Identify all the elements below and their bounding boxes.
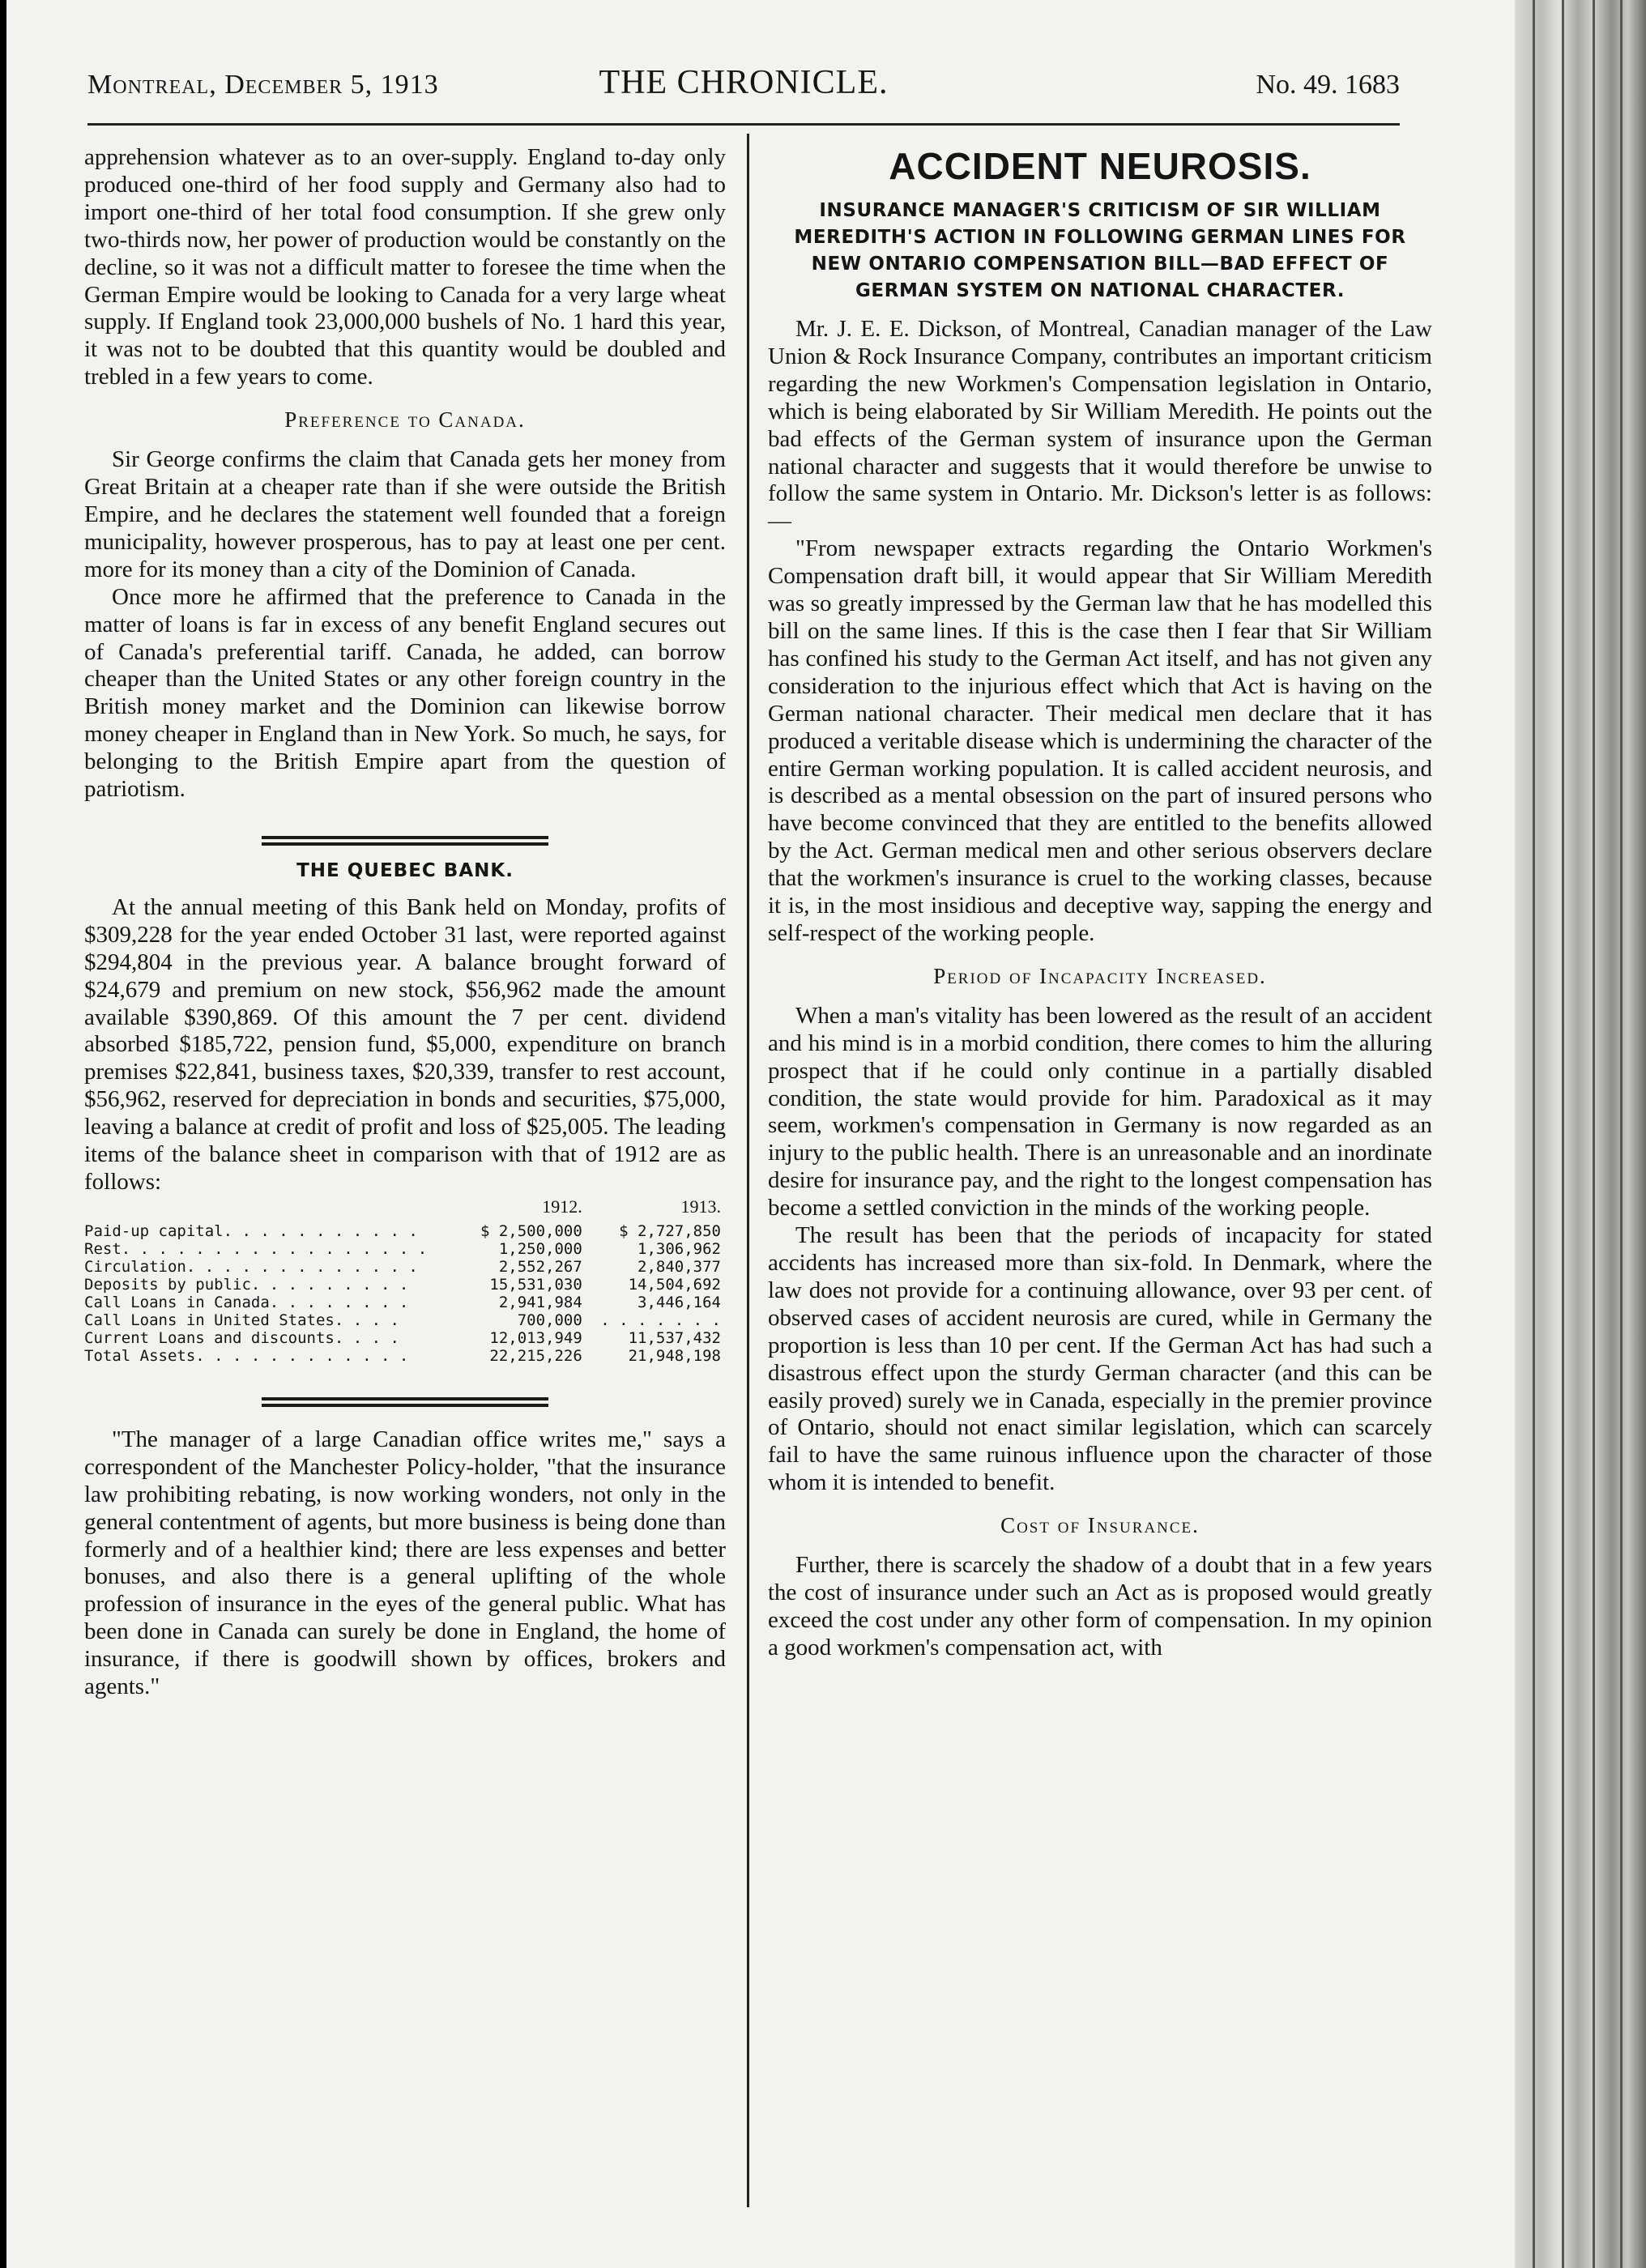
table-cell: 700,000 <box>517 1311 582 1329</box>
right-column <box>768 144 1432 1662</box>
paragraph: "The manager of a large Canadian office writes me," says a correspondent of the Manchester Policy-holder, "that the insurance law prohibiting rebating, is now working wonders, not only in the general contentment of agents, but more business is being done than formerly and of a healthier kind; there are less expenses and better bonuses, and also there is a general uplifting of the whole profession of insurance in the eyes of the general public. What has been done in Canada can surely be done in England, the home of insurance, if there is goodwill shown by offices, brokers and agents." <box>84 1426 726 1700</box>
table-cell: 12,013,949 <box>489 1328 582 1347</box>
table-cell: $ 2,727,850 <box>619 1221 721 1240</box>
table-header: 1912. <box>542 1196 582 1217</box>
table-cell: 2,941,984 <box>498 1293 582 1311</box>
table-row <box>84 1258 726 1276</box>
table-row <box>84 1329 726 1347</box>
table-cell-label: Current Loans and discounts. . . . <box>84 1328 399 1347</box>
table-cell: 3,446,164 <box>638 1293 721 1311</box>
table-cell: $ 2,500,000 <box>480 1221 582 1240</box>
subheading: Period of Incapacity Increased. <box>933 963 1267 988</box>
table-header-row <box>84 1196 726 1222</box>
paragraph: Mr. J. E. E. Dickson, of Montreal, Canadian manager of the Law Union & Rock Insurance Company, contributes an important criticism regarding the new Workmen's Compensation legislation in Ontario, which is being elaborated by Sir William Meredith. He points out the bad effects of the German system of insurance upon the German national character and suggests that it would therefore be unwise to follow the same system in Ontario. Mr. Dickson's letter is as follows:— <box>768 316 1432 535</box>
table-cell-label: Rest. . . . . . . . . . . . . . . . . <box>84 1239 428 1258</box>
table-cell-label: Circulation. . . . . . . . . . . . . <box>84 1257 418 1276</box>
table-cell-label: Call Loans in United States. . . . <box>84 1311 399 1329</box>
table-cell: 2,840,377 <box>638 1257 721 1276</box>
article-deck: INSURANCE MANAGER'S CRITICISM OF SIR WILLIAM MEREDITH'S ACTION IN FOLLOWING GERMAN LINES FOR NEW ONTARIO COMPENSATION BILL—BAD EFFECT OF GERMAN SYSTEM ON NATIONAL CHARACTER. <box>794 200 1406 301</box>
table-cell: 11,537,432 <box>628 1328 721 1347</box>
subheading: Preference to Canada. <box>284 407 526 433</box>
table-cell-label: Total Assets. . . . . . . . . . . . <box>84 1346 409 1365</box>
table-row <box>84 1276 726 1294</box>
table-cell-label: Deposits by public. . . . . . . . . <box>84 1275 409 1294</box>
paragraph: Further, there is scarcely the shadow of a doubt that in a few years the cost of insurance under such an Act as is proposed would greatly exceed the cost under any other form of compensation. In my opinion a good workmen's compensation act, with <box>768 1552 1432 1660</box>
paragraph: apprehension whatever as to an over-supply. England to-day only produced one-third of her food supply and Germany also had to import one-third of her total food consumption. If she grew only two-thirds now, her power of production would be constantly on the decline, so it was not a difficult matter to foresee the time when the German Empire would be looking to Canada for a very large wheat supply. If England took 23,000,000 bushels of No. 1 hard this year, it was not to be doubted that this quantity would be doubled and trebled in a few years to come. <box>84 144 726 390</box>
table-header <box>84 1196 469 1222</box>
column-rule <box>747 134 749 2207</box>
section-divider <box>262 1397 548 1407</box>
table-cell: 2,552,267 <box>498 1257 582 1276</box>
paragraph: "From newspaper extracts regarding the Ontario Workmen's Compensation draft bill, it would appear that Sir William Meredith was so greatly impressed by the German law that he has modelled this bill on the same lines. If this is the case then I fear that Sir William has confined his study to the German Act itself, and has not given any consideration to the injurious effect which that Act is having on the German national character. Their medical men declare that it has produced a veritable disease which is undermining the character of the entire German working population. It is called accident neurosis, and is described as a mental obsession on the part of insured persons who have become convinced that they are entitled to the benefits allowed by the Act. German medical men and other serious observers declare that the workmen's insurance is cruel to the working classes, because it is, in the most insidious and deceptive way, sapping the energy and self-respect of the working people. <box>768 535 1432 946</box>
table-cell: 1,250,000 <box>498 1239 582 1258</box>
masthead-dateline: Montreal, December 5, 1913 <box>87 70 439 100</box>
table-row <box>84 1311 726 1329</box>
table-cell: . . . . . . . <box>600 1311 721 1329</box>
table-cell: 22,215,226 <box>489 1346 582 1365</box>
table-cell: 15,531,030 <box>489 1275 582 1294</box>
table-row <box>84 1240 726 1258</box>
masthead-title: THE CHRONICLE. <box>599 64 889 101</box>
table-cell: 14,504,692 <box>628 1275 721 1294</box>
paragraph: Sir George confirms the claim that Canada gets her money from Great Britain at a cheaper rate than if she were outside the British Empire, and he declares the statement well founded that a foreign municipality, however prosperous, has to pay at least one per cent. more for its money than a city of the Dominion of Canada. <box>84 446 726 582</box>
paragraph: At the annual meeting of this Bank held on Monday, profits of $309,228 for the year ended October 31 last, were reported against $294,804 in the previous year. A balance brought forward of $24,679 and premium on new stock, $56,962 made the amount available $390,869. Of this amount the 7 per cent. dividend absorbed $185,722, pension fund, $5,000, expenditure on branch premises $22,841, business taxes, $20,339, transfer to rest account, $56,962, reserved for depreciation in bonds and securities, $75,000, leaving a balance at credit of profit and loss of $25,005. The leading items of the balance sheet in comparison with that of 1912 are as follows: <box>84 893 726 1195</box>
paragraph: Once more he affirmed that the preference to Canada in the matter of loans is far in excess of any benefit England secures out of Canada's preferential tariff. Canada, he added, can borrow cheaper than the United States or any other foreign country in the British money market and the Dominion can likewise borrow money cheaper in England than in New York. So much, he says, for belonging to the British Empire apart from the question of patriotism. <box>84 583 726 803</box>
balance-sheet-table <box>84 1196 726 1365</box>
table-cell: 21,948,198 <box>628 1346 721 1365</box>
table-row <box>84 1294 726 1311</box>
masthead-issue-page: No. 49. 1683 <box>1256 70 1400 100</box>
table-cell: 1,306,962 <box>638 1239 721 1258</box>
paragraph: The result has been that the periods of incapacity for stated accidents has increased more than six-fold. In Denmark, where the law does not provide for a continuing allowance, over 93 per cent. of observed cases of accident neurosis are cured, while in Germany the proportion is less than 10 per cent. If the German Act has had such a disastrous effect upon the sturdy German character (and this can be easily proved) surely we in Canada, especially in the premier province of Ontario, should not enact similar legislation, which can scarcely fail to have the same ruinous influence upon the character of those whom it is intended to benefit. <box>768 1222 1432 1496</box>
table-cell-label: Call Loans in Canada. . . . . . . . <box>84 1293 409 1311</box>
table-row <box>84 1347 726 1365</box>
article-title: ACCIDENT NEUROSIS. <box>889 145 1311 187</box>
table-row <box>84 1222 726 1240</box>
paragraph: When a man's vitality has been lowered as the result of an accident and his mind is in a morbid condition, there comes to him the alluring prospect that if he could only continue in a partially disabled condition, the state would provide for him. Paradoxical as it may seem, workmen's compensation in Germany is now regarded as an injury to the public health. There is an unreasonable and an inordinate desire for insurance pay, and the right to the longest compensation has become a settled conviction in the minds of the working people. <box>768 1002 1432 1221</box>
masthead <box>87 63 1400 115</box>
left-column <box>84 144 726 1701</box>
subheading: Cost of Insurance. <box>1000 1513 1200 1538</box>
masthead-rule <box>87 123 1400 126</box>
section-divider <box>262 836 548 846</box>
table-cell-label: Paid-up capital. . . . . . . . . . . <box>84 1221 418 1240</box>
section-title: THE QUEBEC BANK. <box>296 859 514 881</box>
bound-page-edges <box>1515 0 1646 2268</box>
table-header: 1913. <box>680 1196 721 1217</box>
newspaper-page <box>6 0 1515 2268</box>
